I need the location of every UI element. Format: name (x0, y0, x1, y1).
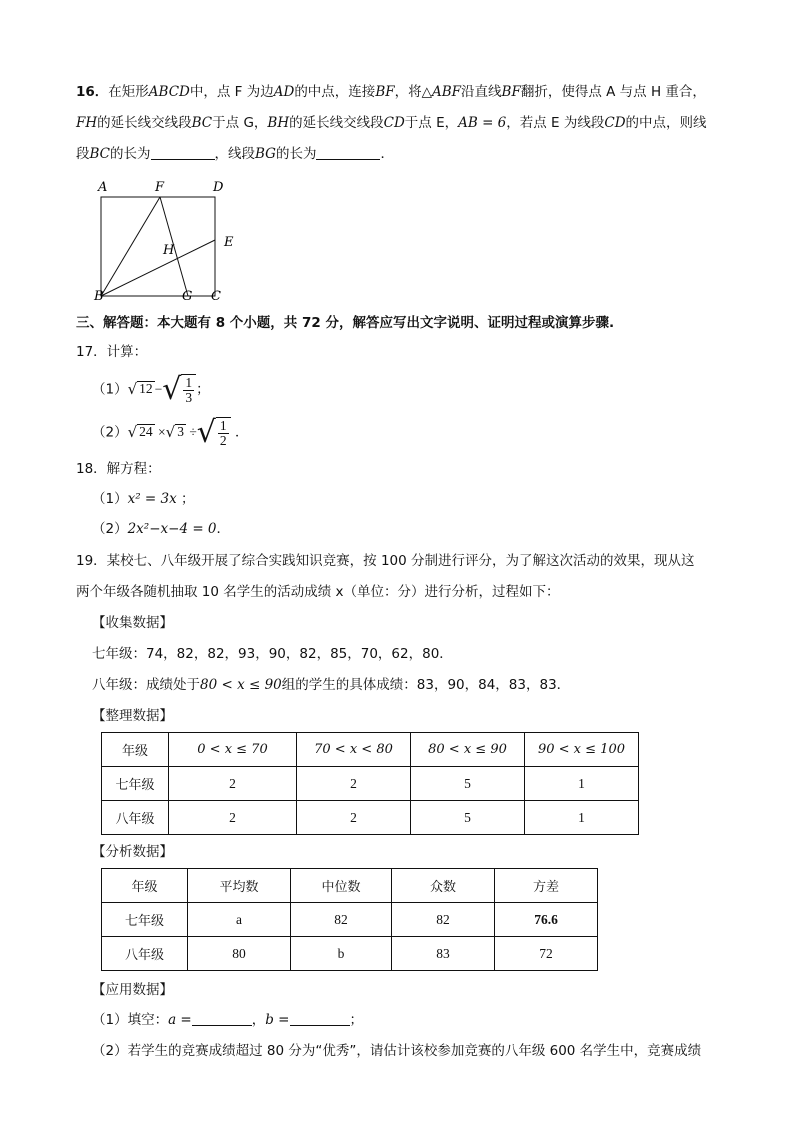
frequency-table (101, 732, 639, 835)
table-row: 年级 平均数 中位数 众数 方差 (102, 869, 598, 903)
label-b: B (94, 289, 104, 304)
label-d: D (213, 180, 224, 195)
q16-rectangle-figure (90, 176, 250, 306)
q19-line-2: 两个年级各随机抽取 10 名学生的活动成绩 x（单位：分）进行分析，过程如下： (76, 584, 560, 600)
q19-part-1: （1）填空：a = ，b = ； (92, 1012, 363, 1028)
answer-blank-bc[interactable] (151, 145, 215, 160)
answer-blank-b[interactable] (290, 1011, 350, 1026)
statistics-table (101, 868, 598, 971)
label-h: H (163, 243, 175, 258)
q16-line-1: 16．在矩形ABCD中，点 F 为边AD的中点，连接BF，将△ABF沿直线BF翻折，使得点 A 与点 H 重合， (76, 84, 706, 100)
apply-data-heading: 【应用数据】 (92, 982, 173, 998)
q18-part-1: （1）x² = 3x ； (92, 491, 195, 507)
collect-data-heading: 【收集数据】 (92, 615, 173, 631)
organize-data-heading: 【整理数据】 (92, 708, 173, 724)
table-row: 年级 0 < x ≤ 70 70 < x < 80 80 < x ≤ 90 90 < x ≤ 100 (102, 733, 639, 767)
label-f: F (155, 180, 165, 195)
label-e: E (224, 235, 234, 250)
q16-line-2: FH的延长线交线段BC于点 G，BH的延长线交线段CD于点 E，AB = 6，若点 E 为线段CD的中点，则线 (76, 115, 707, 131)
q19-part-2: （2）若学生的竞赛成绩超过 80 分为“优秀”，请估计该校参加竞赛的八年级 600 名学生中，竞赛成绩 (92, 1043, 702, 1059)
table-row: 七年级 a 82 82 76.6 (102, 903, 598, 937)
analyze-data-heading: 【分析数据】 (92, 844, 173, 860)
q17-title: 17．计算： (76, 344, 148, 360)
q18-title: 18．解方程： (76, 461, 161, 477)
section-heading: 三、解答题：本大题有 8 个小题，共 72 分，解答应写出文字说明、证明过程或演算步骤. (76, 315, 615, 331)
label-g: G (182, 289, 193, 304)
q17-part-1: （1） √ 12 − √ $\frac{1}{3}$ ； (92, 371, 210, 407)
table-row: 八年级 2 2 5 1 (102, 801, 639, 835)
q16-line-3: 段BC的长为 ，线段BG的长为 ． (76, 146, 394, 162)
grade8-data: 八年级：成绩处于80 < x ≤ 90组的学生的具体成绩：83，90，84，83，83． (92, 677, 571, 693)
q17-part-2: （2） √ 24 × √ 3 ÷ √ $\frac{1}{2}$ ． (92, 414, 249, 450)
table-row: 八年级 80 b 83 72 (102, 937, 598, 971)
answer-blank-bg[interactable] (316, 145, 380, 160)
answer-blank-a[interactable] (192, 1011, 252, 1026)
table-row: 七年级 2 2 5 1 (102, 767, 639, 801)
grade7-data: 七年级：74，82，82，93，90，82，85，70，62，80． (92, 646, 453, 662)
rect-abcd (101, 197, 215, 296)
q19-line-1: 19．某校七、八年级开展了综合实践知识竞赛，按 100 分制进行评分，为了解这次活动的效果，现从这 (76, 553, 695, 569)
label-c: C (211, 289, 221, 304)
q18-part-2: （2）2x²−x−4 = 0． (92, 521, 231, 537)
label-a: A (98, 180, 108, 195)
